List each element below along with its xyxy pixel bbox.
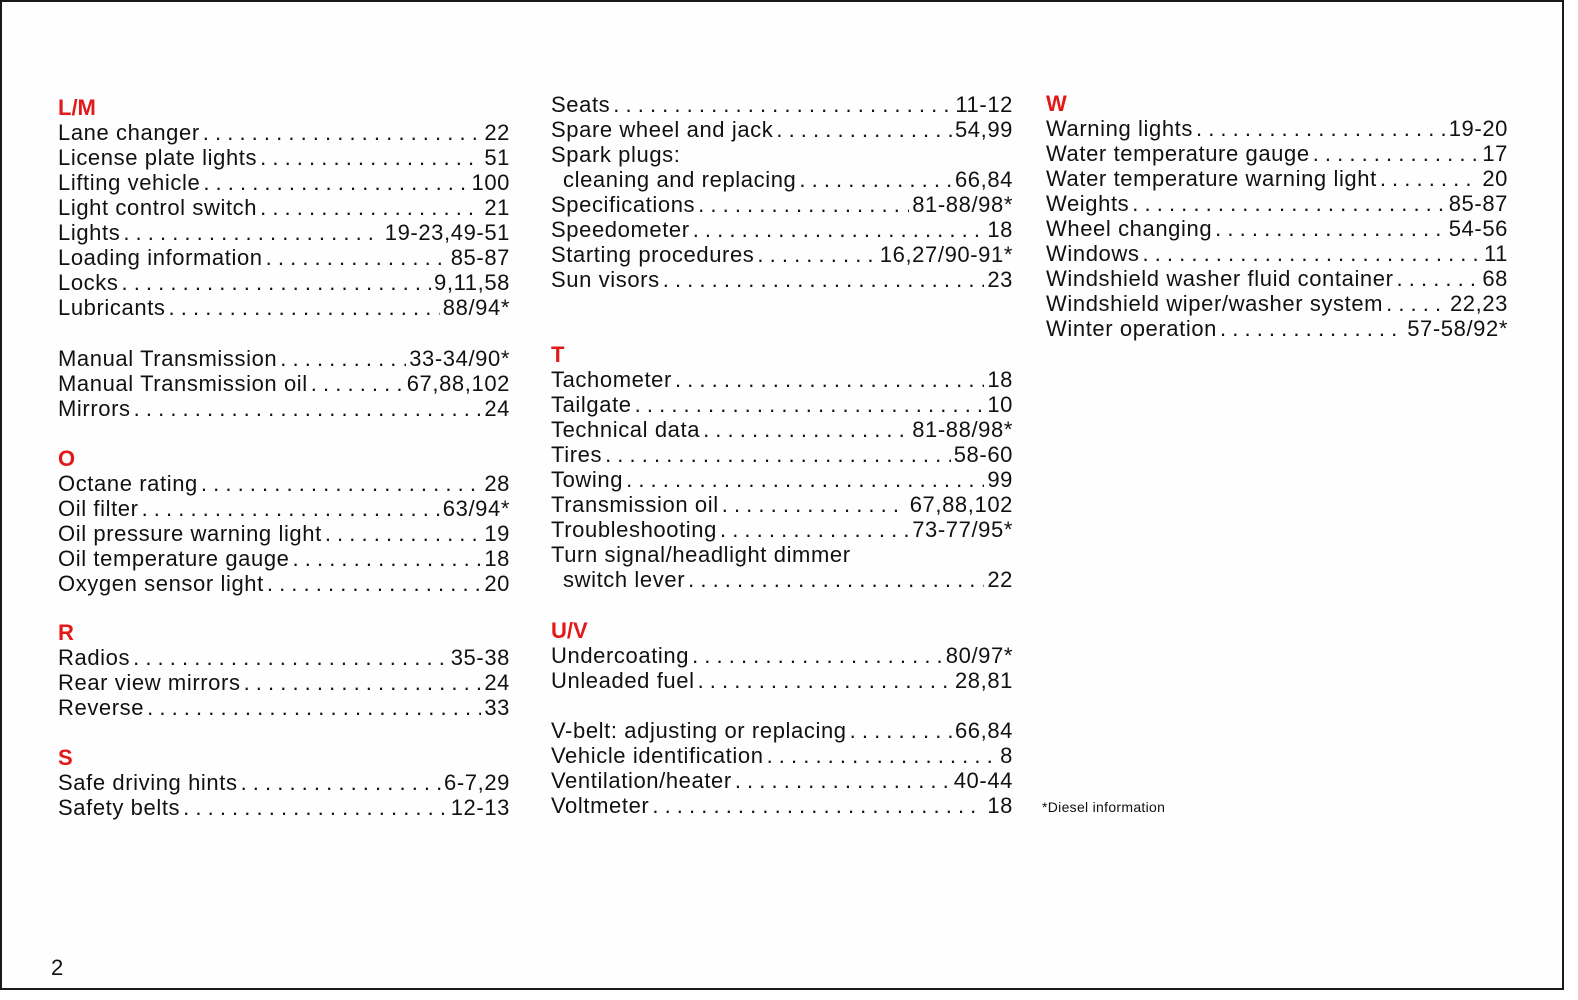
index-entry bbox=[58, 346, 510, 371]
dot-leader bbox=[183, 795, 448, 820]
dot-leader bbox=[1380, 166, 1480, 191]
dot-leader bbox=[266, 245, 448, 270]
dot-leader bbox=[1196, 116, 1446, 141]
entry-pages: 68 bbox=[1482, 266, 1508, 291]
index-entry bbox=[551, 167, 1013, 192]
index-entry bbox=[551, 367, 1013, 392]
entry-label: Spark plugs: bbox=[551, 142, 681, 167]
dot-leader bbox=[123, 220, 381, 245]
entry-pages: 21 bbox=[484, 195, 510, 220]
entry-label: Winter operation bbox=[1046, 316, 1218, 341]
dot-leader bbox=[147, 695, 481, 720]
dot-leader bbox=[311, 371, 404, 396]
entry-pages: 18 bbox=[484, 546, 510, 571]
entry-pages: 22 bbox=[987, 567, 1013, 592]
entry-pages: 18 bbox=[987, 793, 1013, 818]
dot-leader bbox=[1386, 291, 1447, 316]
entry-label: License plate lights bbox=[58, 145, 258, 170]
dot-leader bbox=[613, 92, 952, 117]
index-entry bbox=[1046, 316, 1508, 341]
dot-leader bbox=[133, 645, 448, 670]
entry-label: Spare wheel and jack bbox=[551, 117, 774, 142]
entry-label: Warning lights bbox=[1046, 116, 1193, 141]
dot-leader bbox=[169, 295, 440, 320]
entry-pages: 99 bbox=[987, 467, 1013, 492]
entry-label: cleaning and replacing bbox=[563, 167, 797, 192]
index-entry bbox=[551, 192, 1013, 217]
index-entry bbox=[551, 92, 1013, 117]
section-s-continued bbox=[551, 92, 1013, 292]
index-entry bbox=[551, 392, 1013, 417]
index-entry bbox=[58, 270, 510, 295]
dot-leader bbox=[1313, 141, 1480, 166]
entry-label: Oxygen sensor light bbox=[58, 571, 264, 596]
index-entry bbox=[1046, 166, 1508, 191]
index-entry bbox=[551, 117, 1013, 142]
index-entry bbox=[58, 245, 510, 270]
index-entry bbox=[551, 492, 1013, 517]
entry-label: Towing bbox=[551, 467, 624, 492]
index-entry bbox=[58, 120, 510, 145]
entry-pages: 18 bbox=[987, 217, 1013, 242]
dot-leader bbox=[652, 793, 984, 818]
index-entry bbox=[551, 768, 1013, 793]
entry-label: Locks bbox=[58, 270, 119, 295]
entry-pages: 35-38 bbox=[450, 645, 510, 670]
entry-label: Manual Transmission oil bbox=[58, 371, 308, 396]
entry-pages: 19-23,49-51 bbox=[384, 220, 510, 245]
dot-leader bbox=[1397, 266, 1480, 291]
entry-pages: 66,84 bbox=[954, 718, 1013, 743]
entry-label: Weights bbox=[1046, 191, 1130, 216]
entry-label: Lights bbox=[58, 220, 121, 245]
section-uv bbox=[551, 618, 1013, 693]
index-entry bbox=[58, 220, 510, 245]
entry-pages: 67,88,102 bbox=[909, 492, 1013, 517]
entry-pages: 40-44 bbox=[953, 768, 1013, 793]
section-letter: W bbox=[1046, 91, 1067, 116]
entry-pages: 22,23 bbox=[1449, 291, 1508, 316]
entry-label: Safety belts bbox=[58, 795, 181, 820]
index-entry bbox=[58, 695, 510, 720]
entry-label: Technical data bbox=[551, 417, 701, 442]
entry-pages: 51 bbox=[484, 145, 510, 170]
entry-pages: 8 bbox=[1000, 743, 1013, 768]
index-entry bbox=[551, 217, 1013, 242]
dot-leader bbox=[267, 571, 481, 596]
section-letter: O bbox=[58, 446, 76, 471]
entry-label: Light control switch bbox=[58, 195, 258, 220]
entry-pages: 19-20 bbox=[1448, 116, 1508, 141]
entry-pages: 17 bbox=[1482, 141, 1508, 166]
section-w bbox=[1046, 91, 1508, 341]
section-o bbox=[58, 446, 510, 596]
entry-label: Speedometer bbox=[551, 217, 690, 242]
index-entry bbox=[551, 242, 1013, 267]
entry-pages: 20 bbox=[1482, 166, 1508, 191]
index-entry bbox=[58, 546, 510, 571]
dot-leader bbox=[663, 267, 985, 292]
index-entry bbox=[1046, 191, 1508, 216]
section-uv-continued bbox=[551, 718, 1013, 818]
entry-pages: 12-13 bbox=[450, 795, 510, 820]
index-entry bbox=[58, 145, 510, 170]
entry-label: Loading information bbox=[58, 245, 263, 270]
index-entry bbox=[1046, 141, 1508, 166]
index-entry bbox=[58, 770, 510, 795]
entry-label: Tailgate bbox=[551, 392, 632, 417]
dot-leader bbox=[260, 195, 481, 220]
dot-leader bbox=[692, 643, 943, 668]
section-s bbox=[58, 745, 510, 820]
section-lm-continued bbox=[58, 346, 510, 421]
entry-label: Mirrors bbox=[58, 396, 131, 421]
entry-pages: 28 bbox=[484, 471, 510, 496]
index-entry bbox=[551, 718, 1013, 743]
dot-leader bbox=[280, 346, 406, 371]
entry-label: Windows bbox=[1046, 241, 1140, 266]
index-entry bbox=[58, 396, 510, 421]
entry-label: Seats bbox=[551, 92, 611, 117]
section-letter: R bbox=[58, 620, 74, 645]
dot-leader bbox=[703, 417, 909, 442]
index-entry bbox=[551, 793, 1013, 818]
index-entry bbox=[58, 645, 510, 670]
index-entry bbox=[1046, 241, 1508, 266]
dot-leader bbox=[675, 367, 984, 392]
dot-leader bbox=[722, 492, 907, 517]
section-r bbox=[58, 620, 510, 720]
dot-leader bbox=[626, 467, 984, 492]
entry-pages: 11 bbox=[1483, 241, 1508, 266]
entry-pages: 80/97* bbox=[945, 643, 1013, 668]
index-entry bbox=[58, 170, 510, 195]
index-entry bbox=[58, 571, 510, 596]
index-entry bbox=[551, 142, 1013, 167]
entry-label: Sun visors bbox=[551, 267, 660, 292]
dot-leader bbox=[799, 167, 952, 192]
entry-pages: 54,99 bbox=[954, 117, 1013, 142]
dot-leader bbox=[121, 270, 431, 295]
index-entry bbox=[551, 668, 1013, 693]
dot-leader bbox=[698, 668, 952, 693]
index-entry bbox=[551, 643, 1013, 668]
index-entry bbox=[58, 496, 510, 521]
entry-label: Turn signal/headlight dimmer bbox=[551, 542, 851, 567]
dot-leader bbox=[260, 145, 481, 170]
page-number: 2 bbox=[51, 955, 64, 980]
entry-label: Water temperature gauge bbox=[1046, 141, 1310, 166]
section-t bbox=[551, 342, 1013, 592]
entry-label: Wheel changing bbox=[1046, 216, 1213, 241]
entry-pages: 33-34/90* bbox=[409, 346, 510, 371]
entry-label: Transmission oil bbox=[551, 492, 719, 517]
entry-pages: 9,11,58 bbox=[434, 270, 510, 295]
dot-leader bbox=[757, 242, 876, 267]
index-entry bbox=[58, 795, 510, 820]
dot-leader bbox=[1132, 191, 1445, 216]
dot-leader bbox=[688, 567, 984, 592]
entry-pages: 88/94* bbox=[442, 295, 510, 320]
entry-pages: 24 bbox=[484, 670, 510, 695]
entry-pages: 24 bbox=[484, 396, 510, 421]
entry-pages: 33 bbox=[484, 695, 510, 720]
entry-label: Windshield washer fluid container bbox=[1046, 266, 1394, 291]
section-lm bbox=[58, 95, 510, 320]
entry-pages: 22 bbox=[484, 120, 510, 145]
entry-label: Oil pressure warning light bbox=[58, 521, 322, 546]
dot-leader bbox=[1215, 216, 1446, 241]
section-letter: T bbox=[551, 342, 565, 367]
entry-label: Water temperature warning light bbox=[1046, 166, 1377, 191]
entry-pages: 18 bbox=[987, 367, 1013, 392]
entry-label: Radios bbox=[58, 645, 131, 670]
entry-pages: 11-12 bbox=[955, 92, 1013, 117]
dot-leader bbox=[293, 546, 482, 571]
entry-pages: 66,84 bbox=[954, 167, 1013, 192]
index-entry bbox=[551, 417, 1013, 442]
index-entry bbox=[1046, 291, 1508, 316]
entry-label: V-belt: adjusting or replacing bbox=[551, 718, 847, 743]
entry-label: Octane rating bbox=[58, 471, 198, 496]
index-entry bbox=[551, 442, 1013, 467]
dot-leader bbox=[1220, 316, 1404, 341]
index-entry bbox=[58, 670, 510, 695]
dot-leader bbox=[142, 496, 440, 521]
dot-leader bbox=[203, 170, 468, 195]
entry-pages: 54-56 bbox=[1448, 216, 1508, 241]
dot-leader bbox=[693, 217, 985, 242]
dot-leader bbox=[1142, 241, 1481, 266]
entry-label: Ventilation/heater bbox=[551, 768, 732, 793]
entry-pages: 19 bbox=[484, 521, 510, 546]
dot-leader bbox=[767, 743, 998, 768]
index-entry bbox=[58, 195, 510, 220]
entry-pages: 10 bbox=[987, 392, 1013, 417]
dot-leader bbox=[720, 517, 909, 542]
entry-pages: 85-87 bbox=[450, 245, 510, 270]
entry-pages: 81-88/98* bbox=[912, 417, 1013, 442]
index-entry bbox=[551, 267, 1013, 292]
entry-pages: 16,27/90-91* bbox=[879, 242, 1013, 267]
entry-label: Specifications bbox=[551, 192, 696, 217]
index-entry bbox=[551, 467, 1013, 492]
entry-pages: 73-77/95* bbox=[912, 517, 1013, 542]
dot-leader bbox=[201, 471, 481, 496]
entry-label: Safe driving hints bbox=[58, 770, 238, 795]
dot-leader bbox=[203, 120, 482, 145]
dot-leader bbox=[776, 117, 952, 142]
entry-label: Voltmeter bbox=[551, 793, 650, 818]
entry-pages: 6-7,29 bbox=[444, 770, 510, 795]
index-entry bbox=[58, 295, 510, 320]
entry-label: Troubleshooting bbox=[551, 517, 717, 542]
section-letter: U/V bbox=[551, 618, 588, 643]
entry-pages: 58-60 bbox=[953, 442, 1013, 467]
index-entry bbox=[551, 517, 1013, 542]
entry-label: Oil filter bbox=[58, 496, 139, 521]
entry-label: Lifting vehicle bbox=[58, 170, 201, 195]
dot-leader bbox=[244, 670, 482, 695]
section-letter: L/M bbox=[58, 95, 96, 120]
dot-leader bbox=[605, 442, 951, 467]
dot-leader bbox=[134, 396, 482, 421]
entry-pages: 23 bbox=[987, 267, 1013, 292]
entry-pages: 81-88/98* bbox=[912, 192, 1013, 217]
dot-leader bbox=[698, 192, 909, 217]
entry-label: Starting procedures bbox=[551, 242, 755, 267]
entry-label: Undercoating bbox=[551, 643, 690, 668]
dot-leader bbox=[325, 521, 482, 546]
entry-pages: 63/94* bbox=[442, 496, 510, 521]
section-letter: S bbox=[58, 745, 73, 770]
entry-label: Tires bbox=[551, 442, 603, 467]
entry-label: Lane changer bbox=[58, 120, 200, 145]
index-entry bbox=[58, 471, 510, 496]
entry-label: Windshield wiper/washer system bbox=[1046, 291, 1384, 316]
entry-label: Unleaded fuel bbox=[551, 668, 695, 693]
diesel-footnote: *Diesel information bbox=[1042, 799, 1166, 815]
index-entry bbox=[551, 567, 1013, 592]
entry-label: switch lever bbox=[563, 567, 686, 592]
entry-pages: 20 bbox=[484, 571, 510, 596]
entry-label: Tachometer bbox=[551, 367, 672, 392]
index-entry bbox=[1046, 216, 1508, 241]
dot-leader bbox=[241, 770, 441, 795]
entry-pages: 100 bbox=[471, 170, 510, 195]
entry-label: Lubricants bbox=[58, 295, 166, 320]
dot-leader bbox=[735, 768, 951, 793]
entry-label: Vehicle identification bbox=[551, 743, 764, 768]
dot-leader bbox=[850, 718, 952, 743]
index-entry bbox=[58, 521, 510, 546]
entry-label: Manual Transmission bbox=[58, 346, 278, 371]
entry-pages: 57-58/92* bbox=[1407, 316, 1508, 341]
entry-pages: 67,88,102 bbox=[406, 371, 510, 396]
dot-leader bbox=[635, 392, 985, 417]
entry-label: Reverse bbox=[58, 695, 145, 720]
entry-label: Rear view mirrors bbox=[58, 670, 241, 695]
entry-pages: 85-87 bbox=[1448, 191, 1508, 216]
entry-pages: 28,81 bbox=[954, 668, 1013, 693]
index-entry bbox=[551, 743, 1013, 768]
index-entry bbox=[1046, 116, 1508, 141]
index-entry bbox=[1046, 266, 1508, 291]
index-entry bbox=[551, 542, 1013, 567]
entry-label: Oil temperature gauge bbox=[58, 546, 290, 571]
index-entry bbox=[58, 371, 510, 396]
